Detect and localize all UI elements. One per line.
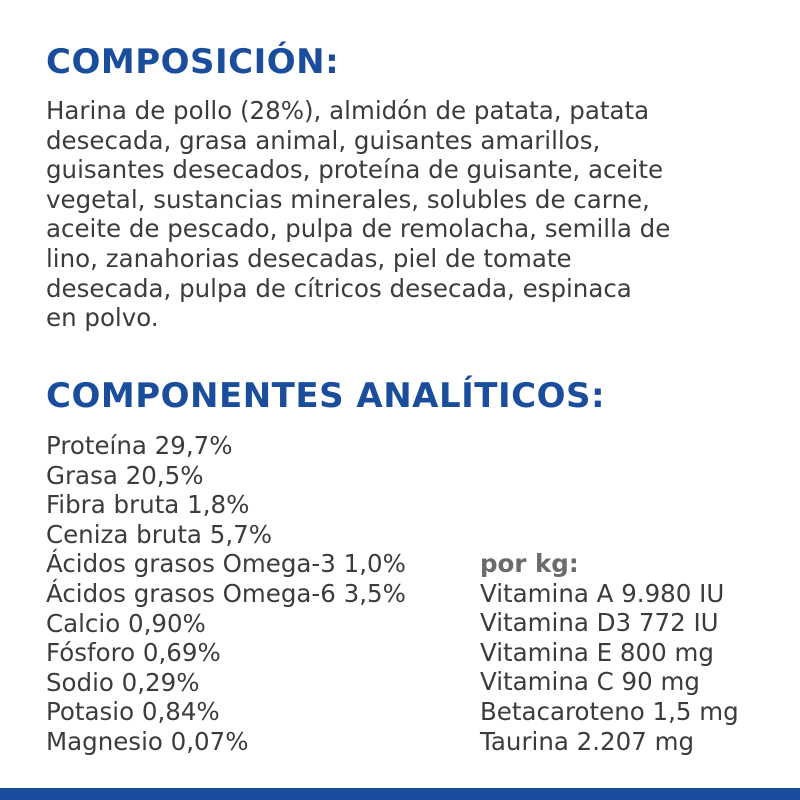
composition-line: aceite de pescado, pulpa de remolacha, semilla de — [46, 214, 671, 244]
vitamins-subheading: por kg: — [480, 549, 579, 578]
analytic-item: Sodio 0,29% — [46, 667, 200, 697]
composition-paragraph — [46, 96, 756, 333]
vitamin-item: Vitamina D3 772 IU — [480, 608, 719, 638]
analytic-item: Potasio 0,84% — [46, 697, 220, 727]
vitamin-item: Vitamina C 90 mg — [480, 667, 700, 697]
vitamin-item: Vitamina A 9.980 IU — [480, 578, 725, 608]
composition-line: Harina de pollo (28%), almidón de patata, patata — [46, 96, 650, 125]
composition-line: guisantes desecados, proteína de guisante, aceite — [46, 155, 664, 185]
analytic-item: Ácidos grasos Omega-6 3,5% — [46, 578, 406, 608]
analytics-list — [46, 431, 406, 757]
analytic-item: Fibra bruta 1,8% — [46, 490, 250, 520]
vitamin-item: Betacaroteno 1,5 mg — [480, 696, 739, 726]
analytic-item: Fósforo 0,69% — [46, 638, 221, 668]
composition-line: desecada, grasa animal, guisantes amarillos, — [46, 125, 601, 155]
composition-line: vegetal, sustancias minerales, solubles de carne, — [46, 184, 650, 214]
vitamin-item: Taurina 2.207 mg — [480, 726, 695, 756]
footer-bar — [0, 788, 800, 800]
composition-line: en polvo. — [46, 303, 159, 333]
analytic-item: Calcio 0,90% — [46, 608, 206, 638]
analytic-item: Proteína 29,7% — [46, 431, 233, 460]
analytic-item: Grasa 20,5% — [46, 460, 204, 490]
composition-heading: COMPOSICIÓN: — [46, 42, 340, 82]
analytic-item: Magnesio 0,07% — [46, 726, 249, 756]
vitamins-list — [480, 549, 739, 756]
composition-line: desecada, pulpa de cítricos desecada, espinaca — [46, 273, 632, 303]
analytic-item: Ácidos grasos Omega-3 1,0% — [46, 549, 406, 579]
analytic-item: Ceniza bruta 5,7% — [46, 519, 272, 549]
analytics-heading: COMPONENTES ANALÍTICOS: — [46, 376, 606, 416]
vitamin-item: Vitamina E 800 mg — [480, 637, 714, 667]
composition-line: lino, zanahorias desecadas, piel de tomate — [46, 243, 572, 273]
